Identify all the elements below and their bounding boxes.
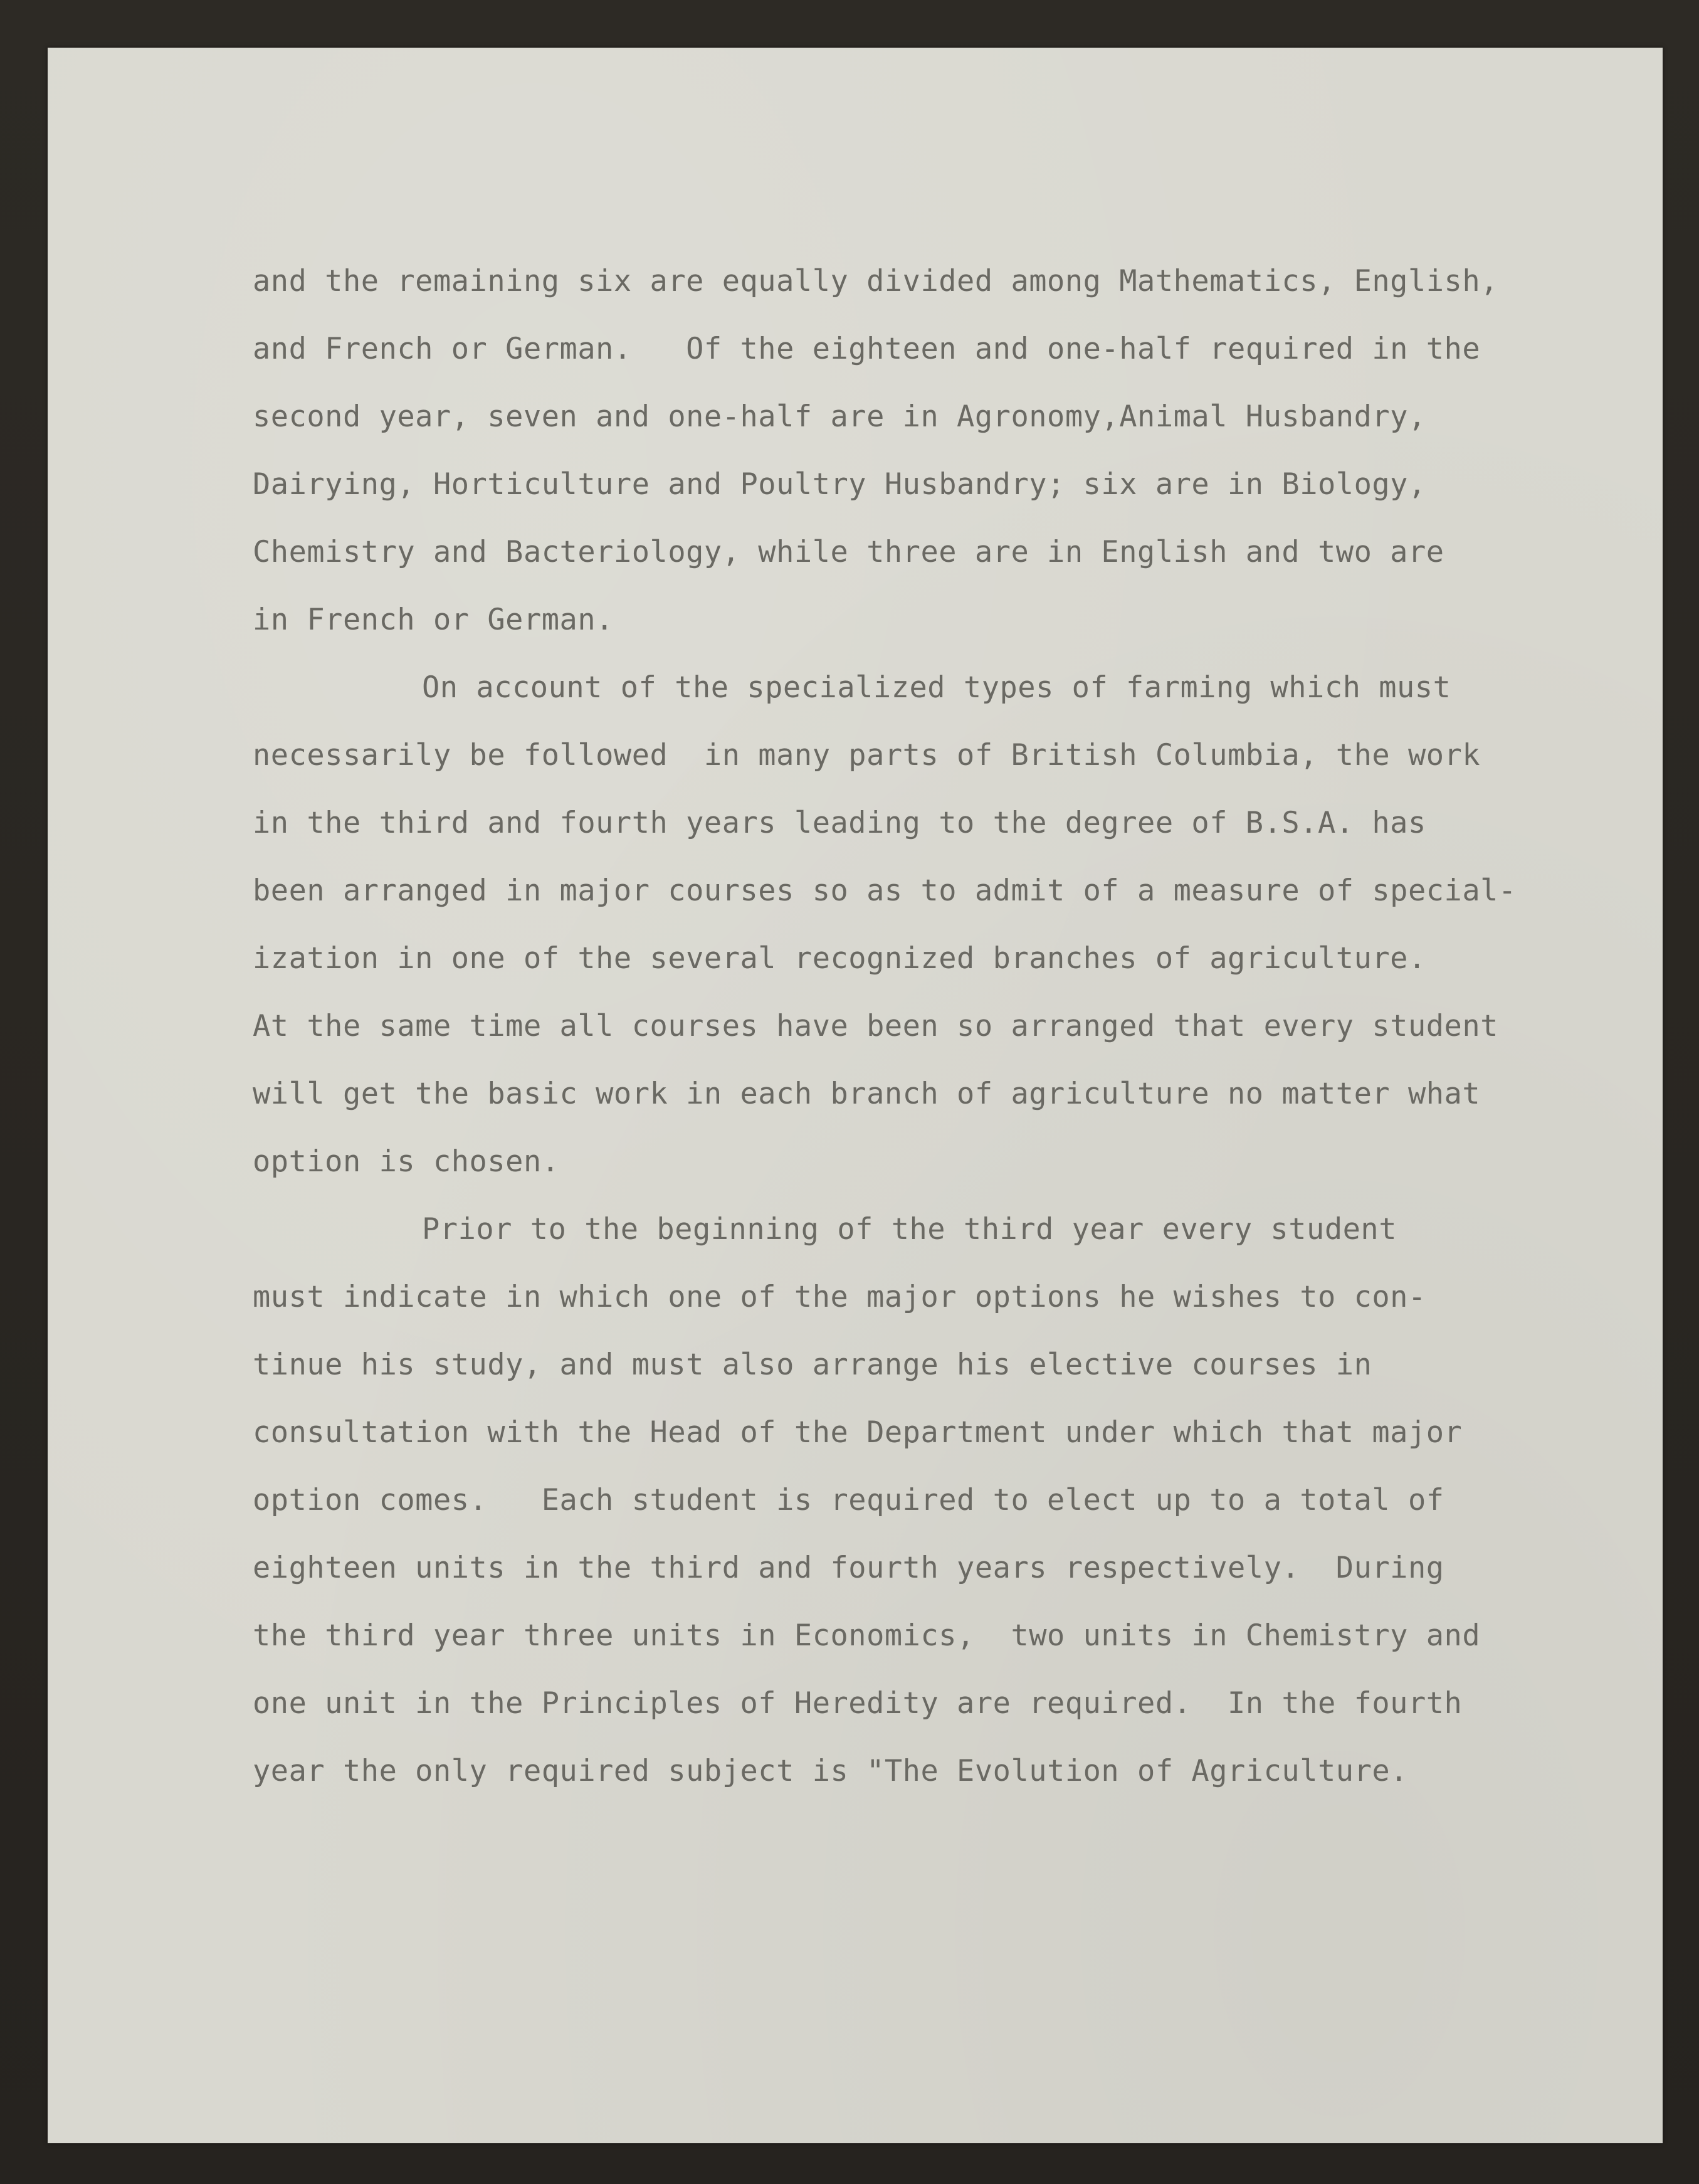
text-line: and the remaining six are equally divided among Mathematics, English, [253, 264, 1498, 298]
text-line: At the same time all courses have been so arranged that every student [253, 1009, 1498, 1043]
paragraph-first-line: On account of the specialized types of farming which must [422, 670, 1451, 705]
text-line: been arranged in major courses so as to admit of a measure of special- [253, 873, 1517, 908]
text-line: eighteen units in the third and fourth years respectively. During [253, 1551, 1444, 1585]
text-line: tinue his study, and must also arrange his elective courses in [253, 1348, 1372, 1382]
text-line: second year, seven and one-half are in Agronomy,Animal Husbandry, [253, 399, 1426, 434]
text-line: necessarily be followed in many parts of British Columbia, the work [253, 738, 1481, 773]
text-line: and French or German. Of the eighteen and one-half required in the [253, 332, 1481, 366]
text-line: must indicate in which one of the major options he wishes to con- [253, 1280, 1426, 1314]
text-line: Chemistry and Bacteriology, while three are in English and two are [253, 535, 1444, 569]
text-line: option is chosen. [253, 1144, 560, 1179]
text-line: in the third and fourth years leading to the degree of B.S.A. has [253, 806, 1426, 840]
text-line: the third year three units in Economics, two units in Chemistry and [253, 1618, 1481, 1653]
text-line: option comes. Each student is required to elect up to a total of [253, 1483, 1444, 1517]
text-line: one unit in the Principles of Heredity are required. In the fourth [253, 1686, 1463, 1721]
text-line: consultation with the Head of the Department under which that major [253, 1415, 1463, 1450]
text-line: Dairying, Horticulture and Poultry Husbandry; six are in Biology, [253, 467, 1426, 502]
text-line: ization in one of the several recognized branches of agriculture. [253, 941, 1426, 976]
paragraph-first-line: Prior to the beginning of the third year every student [422, 1212, 1397, 1247]
text-line: year the only required subject is "The Evolution of Agriculture. [253, 1754, 1408, 1788]
text-line: in French or German. [253, 603, 614, 637]
text-line: will get the basic work in each branch of agriculture no matter what [253, 1077, 1481, 1111]
typed-text-body [253, 248, 1601, 1805]
